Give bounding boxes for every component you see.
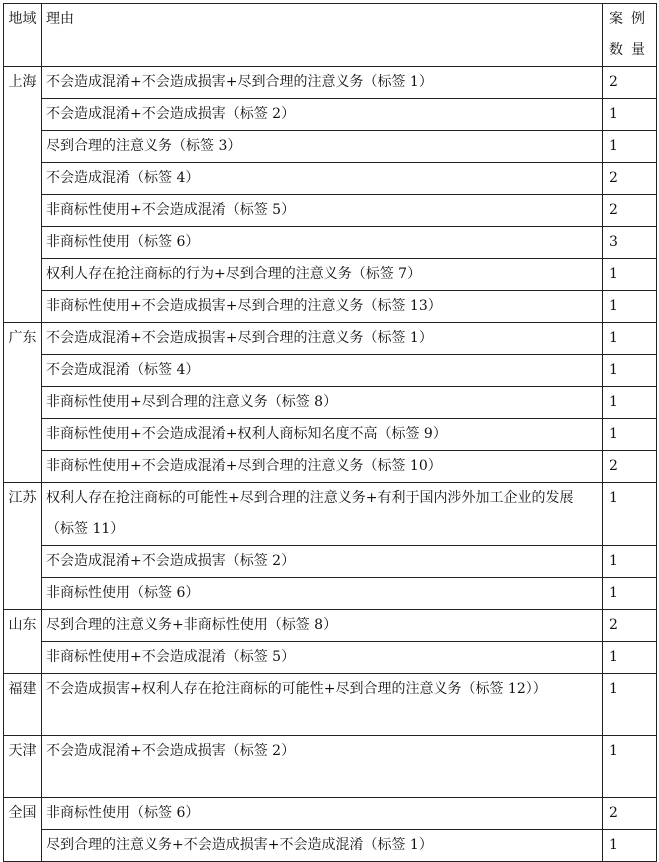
reason-cell: 尽到合理的注意义务+非商标性使用（标签 8） bbox=[42, 610, 603, 642]
header-row bbox=[4, 4, 657, 67]
count-cell: 1 bbox=[603, 419, 657, 451]
reason-cell: 不会造成混淆+不会造成损害（标签 2） bbox=[42, 546, 603, 578]
table-row bbox=[4, 578, 657, 610]
count-cell: 2 bbox=[603, 798, 657, 830]
count-cell: 1 bbox=[603, 642, 657, 674]
reason-cell: 非商标性使用+不会造成混淆（标签 5） bbox=[42, 642, 603, 674]
count-cell: 1 bbox=[603, 99, 657, 131]
reason-cell: 非商标性使用+不会造成混淆+尽到合理的注意义务（标签 10） bbox=[42, 451, 603, 483]
table-row bbox=[4, 227, 657, 259]
count-cell: 1 bbox=[603, 131, 657, 163]
table-row bbox=[4, 291, 657, 323]
count-cell: 1 bbox=[603, 291, 657, 323]
table-row bbox=[4, 67, 657, 99]
reason-cell: 不会造成混淆+不会造成损害（标签 2） bbox=[42, 736, 603, 798]
reason-cell: 尽到合理的注意义务（标签 3） bbox=[42, 131, 603, 163]
reason-cell: 尽到合理的注意义务+不会造成损害+不会造成混淆（标签 1） bbox=[42, 830, 603, 862]
reason-cell: 不会造成混淆（标签 4） bbox=[42, 355, 603, 387]
header-region: 地域 bbox=[4, 4, 42, 67]
count-cell: 1 bbox=[603, 578, 657, 610]
table-row bbox=[4, 642, 657, 674]
count-cell: 1 bbox=[603, 546, 657, 578]
table-row bbox=[4, 323, 657, 355]
count-cell: 1 bbox=[603, 387, 657, 419]
count-cell: 3 bbox=[603, 227, 657, 259]
region-cell: 江苏 bbox=[4, 483, 42, 610]
table-row bbox=[4, 419, 657, 451]
header-count: 案例数量 bbox=[603, 4, 657, 67]
reason-cell: 非商标性使用（标签 6） bbox=[42, 578, 603, 610]
table-row bbox=[4, 259, 657, 291]
header-reason: 理由 bbox=[42, 4, 603, 67]
table-row bbox=[4, 830, 657, 862]
region-cell: 山东 bbox=[4, 610, 42, 674]
table-body bbox=[4, 67, 657, 862]
count-cell: 1 bbox=[603, 355, 657, 387]
table-row bbox=[4, 355, 657, 387]
reason-cell: 权利人存在抢注商标的可能性+尽到合理的注意义务+有利于国内涉外加工企业的发展（标签 11） bbox=[42, 483, 603, 546]
region-cell: 广东 bbox=[4, 323, 42, 483]
count-cell: 2 bbox=[603, 163, 657, 195]
reason-cell: 非商标性使用+不会造成混淆（标签 5） bbox=[42, 195, 603, 227]
reason-cell: 不会造成混淆+不会造成损害（标签 2） bbox=[42, 99, 603, 131]
count-cell: 1 bbox=[603, 483, 657, 546]
reason-cell: 不会造成混淆（标签 4） bbox=[42, 163, 603, 195]
reason-cell: 权利人存在抢注商标的行为+尽到合理的注意义务（标签 7） bbox=[42, 259, 603, 291]
table-row bbox=[4, 387, 657, 419]
count-cell: 1 bbox=[603, 259, 657, 291]
count-cell: 2 bbox=[603, 67, 657, 99]
table-row bbox=[4, 546, 657, 578]
table-row bbox=[4, 736, 657, 798]
reason-cell: 非商标性使用+不会造成混淆+权利人商标知名度不高（标签 9） bbox=[42, 419, 603, 451]
reason-cell: 非商标性使用（标签 6） bbox=[42, 798, 603, 830]
count-cell: 2 bbox=[603, 610, 657, 642]
count-cell: 2 bbox=[603, 195, 657, 227]
count-cell: 1 bbox=[603, 674, 657, 736]
table-row bbox=[4, 798, 657, 830]
count-cell: 1 bbox=[603, 830, 657, 862]
table-row bbox=[4, 163, 657, 195]
cases-table bbox=[3, 3, 657, 862]
reason-cell: 不会造成混淆+不会造成损害+尽到合理的注意义务（标签 1） bbox=[42, 67, 603, 99]
table-row bbox=[4, 451, 657, 483]
reason-cell: 不会造成损害+权利人存在抢注商标的可能性+尽到合理的注意义务（标签 12）） bbox=[42, 674, 603, 736]
reason-cell: 非商标性使用（标签 6） bbox=[42, 227, 603, 259]
reason-cell: 不会造成混淆+不会造成损害+尽到合理的注意义务（标签 1） bbox=[42, 323, 603, 355]
table-row bbox=[4, 674, 657, 736]
reason-cell: 非商标性使用+尽到合理的注意义务（标签 8） bbox=[42, 387, 603, 419]
table-row bbox=[4, 483, 657, 546]
region-cell: 福建 bbox=[4, 674, 42, 736]
region-cell: 全国 bbox=[4, 798, 42, 862]
count-cell: 1 bbox=[603, 736, 657, 798]
table-row bbox=[4, 131, 657, 163]
table-row bbox=[4, 99, 657, 131]
region-cell: 天津 bbox=[4, 736, 42, 798]
table-row bbox=[4, 610, 657, 642]
count-cell: 2 bbox=[603, 451, 657, 483]
table-row bbox=[4, 195, 657, 227]
reason-cell: 非商标性使用+不会造成损害+尽到合理的注意义务（标签 13） bbox=[42, 291, 603, 323]
count-cell: 1 bbox=[603, 323, 657, 355]
region-cell: 上海 bbox=[4, 67, 42, 323]
